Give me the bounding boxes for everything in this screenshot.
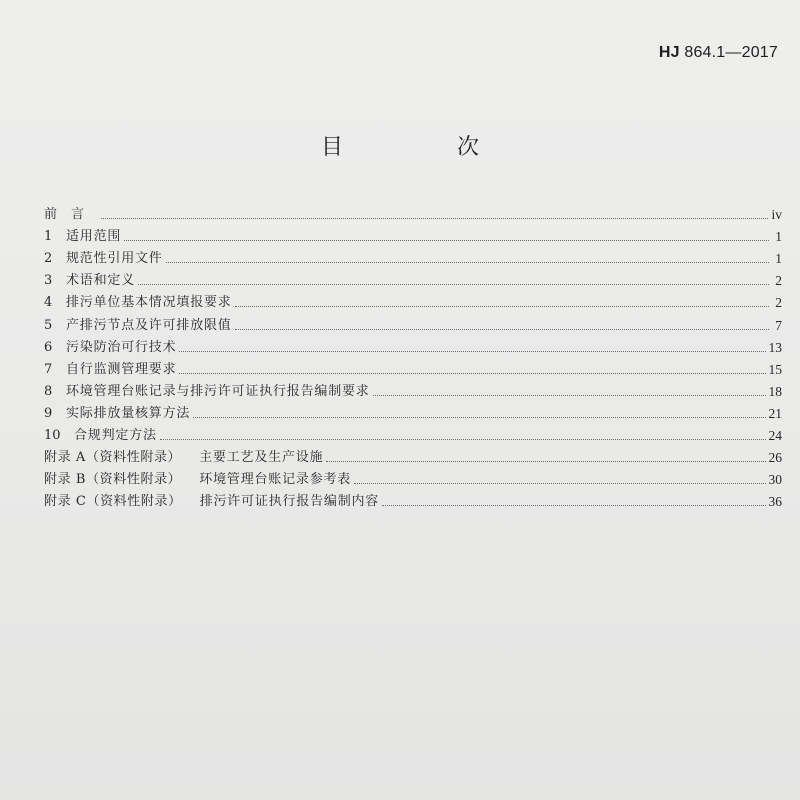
document-code xyxy=(659,44,778,62)
toc-leader-dots xyxy=(166,262,769,263)
toc-leader-dots xyxy=(235,306,769,307)
toc-entry-number: 6 xyxy=(44,339,53,355)
toc-entry-10[interactable] xyxy=(44,422,782,444)
toc-entry-5[interactable] xyxy=(44,311,782,333)
annex-title: 主要工艺及生产设施 xyxy=(199,450,324,466)
toc-entry-annex-b[interactable] xyxy=(44,466,782,488)
toc-entry-page: 2 xyxy=(775,273,782,289)
toc-entry-page: 21 xyxy=(768,405,782,421)
toc-entry-page: 1 xyxy=(775,251,782,267)
toc-leader-dots xyxy=(179,373,765,374)
toc-entry-page: 13 xyxy=(768,339,782,355)
document-code-prefix: HJ xyxy=(658,44,680,61)
toc-entry-label: 产排污节点及许可排放限值 xyxy=(66,317,232,333)
toc-leader-dots xyxy=(160,439,766,440)
toc-entry-page: 2 xyxy=(775,295,782,311)
toc-leader-dots xyxy=(235,329,769,330)
toc-entry-label: 适用范围 xyxy=(66,229,122,245)
toc-entry-page: 36 xyxy=(768,494,782,510)
toc-leader-dots xyxy=(101,218,768,219)
toc-entry-6[interactable] xyxy=(44,334,782,356)
toc-leader-dots xyxy=(124,240,769,241)
toc-entry-3[interactable] xyxy=(44,267,782,289)
toc-entry-4[interactable] xyxy=(44,289,782,311)
toc-entry-number: 2 xyxy=(44,251,53,267)
toc-entry-page: 15 xyxy=(768,361,782,377)
toc-leader-dots xyxy=(354,483,765,484)
toc-entry-label: 污染防治可行技术 xyxy=(66,339,177,355)
toc-entry-label: 规范性引用文件 xyxy=(66,251,163,267)
toc-entry-2[interactable] xyxy=(44,245,782,267)
toc-leader-dots xyxy=(373,395,766,396)
toc-leader-dots xyxy=(193,417,765,418)
toc-entry-annex-c[interactable] xyxy=(44,488,782,510)
annex-title: 环境管理台账记录参考表 xyxy=(199,472,352,488)
toc-entry-label: 合规判定方法 xyxy=(74,428,157,444)
toc-entry-page: 30 xyxy=(768,472,782,488)
toc-entry-label: 术语和定义 xyxy=(66,273,136,289)
toc-leader-dots xyxy=(179,351,765,352)
toc-entry-number: 10 xyxy=(44,428,61,444)
toc-entry-number: 4 xyxy=(44,295,53,311)
toc-title: 目 次 xyxy=(320,135,525,160)
toc-entry-number: 1 xyxy=(44,229,53,245)
document-code-number: 864.1—2017 xyxy=(684,44,778,61)
toc-entry-page: 24 xyxy=(768,428,782,444)
toc-entry-page: iv xyxy=(771,207,782,223)
toc-entry-number: 9 xyxy=(44,405,53,421)
toc-entry-page: 1 xyxy=(775,229,782,245)
toc-entry-number: 7 xyxy=(44,361,53,377)
toc-entry-page: 26 xyxy=(768,450,782,466)
toc-entry-page: 18 xyxy=(768,383,782,399)
toc-leader-dots xyxy=(382,505,765,506)
toc-entry-7[interactable] xyxy=(44,356,782,378)
toc-entry-label: 前言 xyxy=(44,207,99,223)
toc-leader-dots xyxy=(326,461,765,462)
toc-entry-label: 排污单位基本情况填报要求 xyxy=(66,295,232,311)
toc-entry-label: 环境管理台账记录与排污许可证执行报告编制要求 xyxy=(66,383,370,399)
toc-entry-foreword[interactable] xyxy=(44,201,782,223)
toc-entry-8[interactable] xyxy=(44,378,782,400)
annex-title: 排污许可证执行报告编制内容 xyxy=(199,494,380,510)
toc-entry-label: 自行监测管理要求 xyxy=(66,361,177,377)
toc-entry-page: 7 xyxy=(775,317,782,333)
toc-entry-number: 8 xyxy=(44,383,53,399)
toc-entry-9[interactable] xyxy=(44,400,782,422)
table-of-contents xyxy=(44,201,782,510)
toc-entry-1[interactable] xyxy=(44,223,782,245)
annex-label: 附录 C（资料性附录） xyxy=(44,494,182,510)
annex-label: 附录 B（资料性附录） xyxy=(44,472,182,488)
toc-entry-annex-a[interactable] xyxy=(44,444,782,466)
toc-entry-label: 实际排放量核算方法 xyxy=(66,405,191,421)
toc-leader-dots xyxy=(138,284,769,285)
toc-entry-number: 3 xyxy=(44,273,53,289)
annex-label: 附录 A（资料性附录） xyxy=(44,450,182,466)
toc-entry-number: 5 xyxy=(44,317,53,333)
